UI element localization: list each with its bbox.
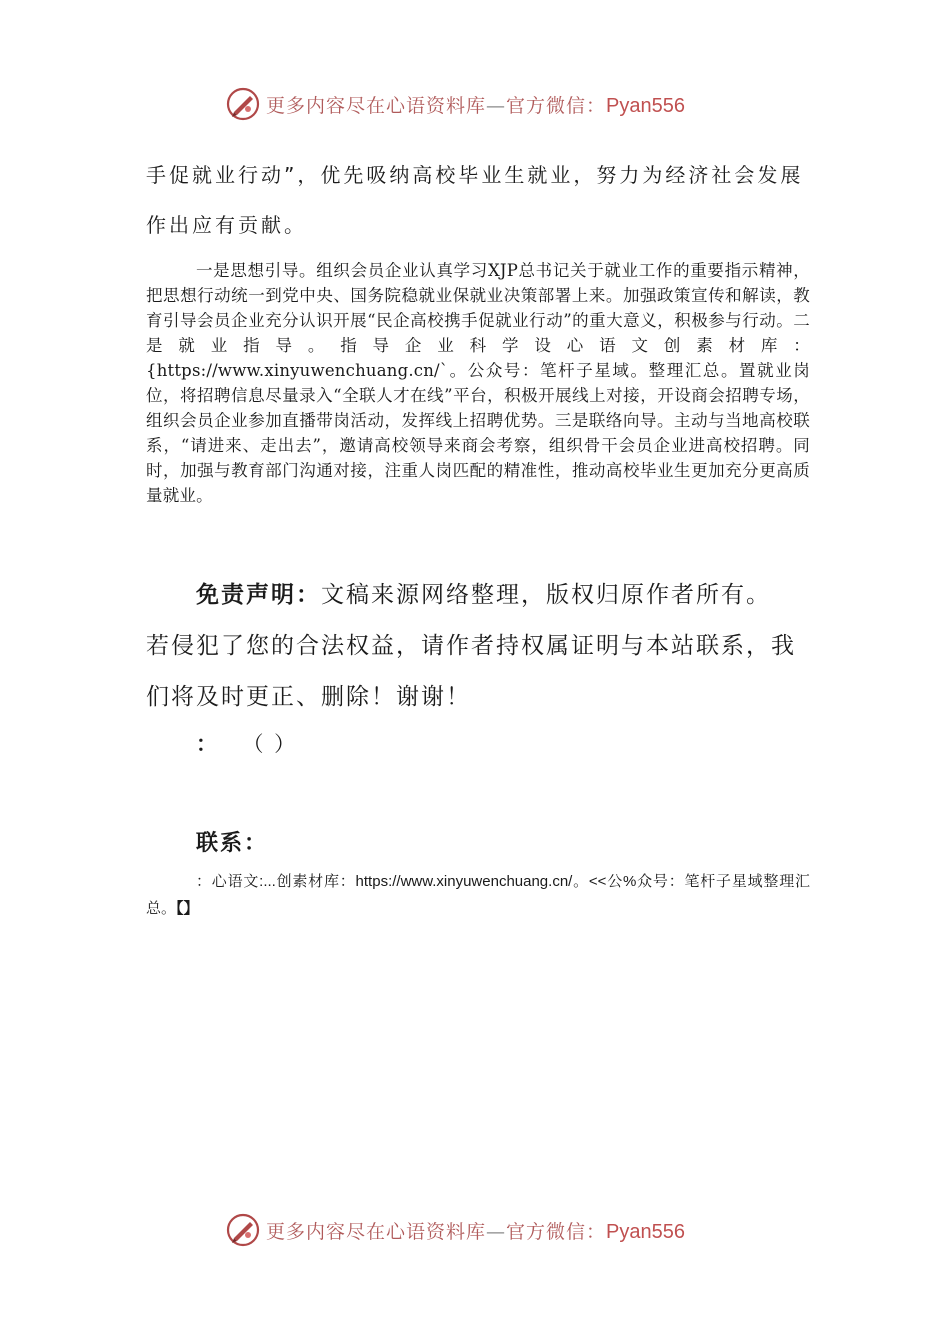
footer-banner	[226, 1210, 746, 1250]
contact-body	[146, 868, 810, 922]
banner-text: 更多内容尽在心语资料库—官方微信：Pyan556	[266, 94, 685, 117]
disclaimer	[146, 570, 810, 723]
disclaimer-line2: 若侵犯了您的合法权益，请作者持权属证明与本站联系，我们将及时更正、删除！谢谢！	[146, 633, 796, 710]
contact-heading: 联系：	[196, 831, 269, 856]
body-paragraph: 一是思想引导。组织会员企业认真学习XJP总书记关于就业工作的重要指示精神，把思想行动统一到党中央、国务院稳就业保就业决策部署上来。加强政策宣传和解读，教育引导会员企业充分认识开展“民企高校携手促就业行动”的重大意义，积极参与行动。二是就业指导。指导企业科学设心语文创素材库：{https://www.xinyuwenchuang.cn/`。公众号：笔杆子星域。整理汇总。置就业岗位，将招聘信息尽量录入“全联人才在线”平台，积极开展线上对接，开设商会招聘专场，组织会员企业参加直播带岗活动，发挥线上招聘优势。三是联络向导。主动与当地高校联系，“请进来、走出去”，邀请高校领导来商会考察，组织骨干会员企业进高校招聘。同时，加强与教育部门沟通对接，注重人岗匹配的精准性，推动高校毕业生更加充分更高质量就业。	[146, 261, 810, 505]
empty-parens: （ ）	[253, 732, 298, 756]
colon-row	[196, 728, 297, 758]
contact-bracket: 【】	[176, 899, 199, 917]
header-banner	[226, 84, 746, 124]
intro-text: 手促就业行动”，优先吸纳高校毕业生就业，努力为经济社会发展作出应有贡献。	[146, 163, 804, 237]
pen-logo-icon	[226, 1213, 260, 1247]
pen-logo-icon	[226, 87, 260, 121]
contact-text: ：心语文:...创素材库：https://www.xinyuwenchuang.cn/。<<公%众号：笔杆子星域整理汇总。	[146, 873, 810, 917]
disclaimer-line1: 文稿来源网络整理，版权归原作者所有。	[321, 582, 771, 608]
banner-text: 更多内容尽在心语资料库—官方微信：Pyan556	[266, 1220, 685, 1243]
colon-mark: ：	[196, 732, 219, 756]
disclaimer-label: 免责声明：	[196, 582, 321, 608]
